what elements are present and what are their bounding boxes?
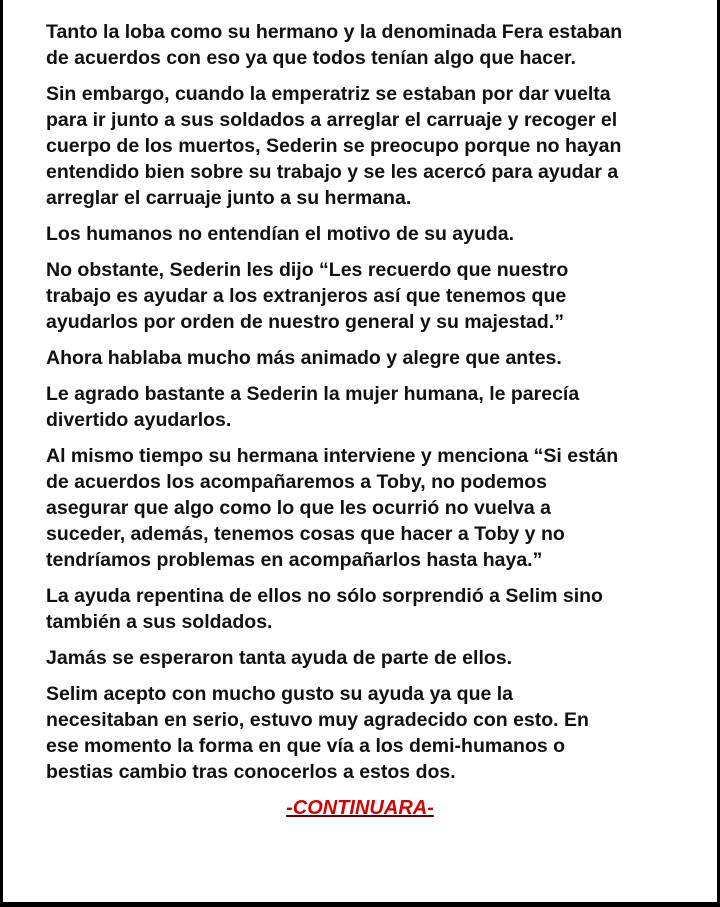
paragraph [46,443,717,573]
text-line: Le agrado bastante a Sederin la mujer humana, le parecía [46,383,580,405]
text-line: cuerpo de los muertos, Sederin se preocupo porque no hayan [46,135,622,157]
paragraph [46,221,717,247]
paragraph [46,645,717,671]
text-line: necesitaban en serio, estuvo muy agradecido con esto. En [46,709,589,731]
text-line: bestias cambio tras conocerlos a estos dos. [46,761,456,783]
text-line: para ir junto a sus soldados a arreglar el carruaje y recoger el [46,109,618,131]
text-line: de acuerdos con eso ya que todos tenían algo que hacer. [46,47,576,69]
text-line: No obstante, Sederin les dijo “Les recuerdo que nuestro [46,259,569,281]
paragraph [46,19,717,71]
paragraph [46,583,717,635]
text-line: divertido ayudarlos. [46,409,232,431]
text-line: Ahora hablaba mucho más animado y alegre que antes. [46,347,562,369]
paragraph [46,345,717,371]
text-line: también a sus soldados. [46,611,273,633]
text-line: entendido bien sobre su trabajo y se les acercó para ayudar a [46,161,619,183]
paragraph [46,381,717,433]
text-line: Selim acepto con mucho gusto su ayuda ya que la [46,683,514,705]
text-line: La ayuda repentina de ellos no sólo sorprendió a Selim sino [46,585,603,607]
text-line: tendríamos problemas en acompañarlos hasta haya.” [46,549,543,571]
text-line: Los humanos no entendían el motivo de su ayuda. [46,223,515,245]
text-line: Al mismo tiempo su hermana interviene y menciona “Si están [46,445,619,467]
story-text [46,19,717,785]
text-line: suceder, además, tenemos cosas que hacer a Toby y no [46,523,565,545]
text-line: asegurar que algo como lo que les ocurrió no vuelva a [46,497,551,519]
text-line: Tanto la loba como su hermano y la denominada Fera estaban [46,21,623,43]
paragraph [46,257,717,335]
continuara-label: -CONTINUARA- [286,797,434,819]
text-line: Sin embargo, cuando la emperatriz se estaban por dar vuelta [46,83,611,105]
paragraph [46,681,717,785]
text-line: ayudarlos por orden de nuestro general y su majestad.” [46,311,564,333]
text-line: arreglar el carruaje junto a su hermana. [46,187,412,209]
document-page [3,0,717,902]
text-line: de acuerdos los acompañaremos a Toby, no podemos [46,471,547,493]
text-line: ese momento la forma en que vía a los demi-humanos o [46,735,566,757]
text-line: trabajo es ayudar a los extranjeros así que tenemos que [46,285,567,307]
paragraph [46,81,717,211]
text-line: Jamás se esperaron tanta ayuda de parte de ellos. [46,647,513,669]
